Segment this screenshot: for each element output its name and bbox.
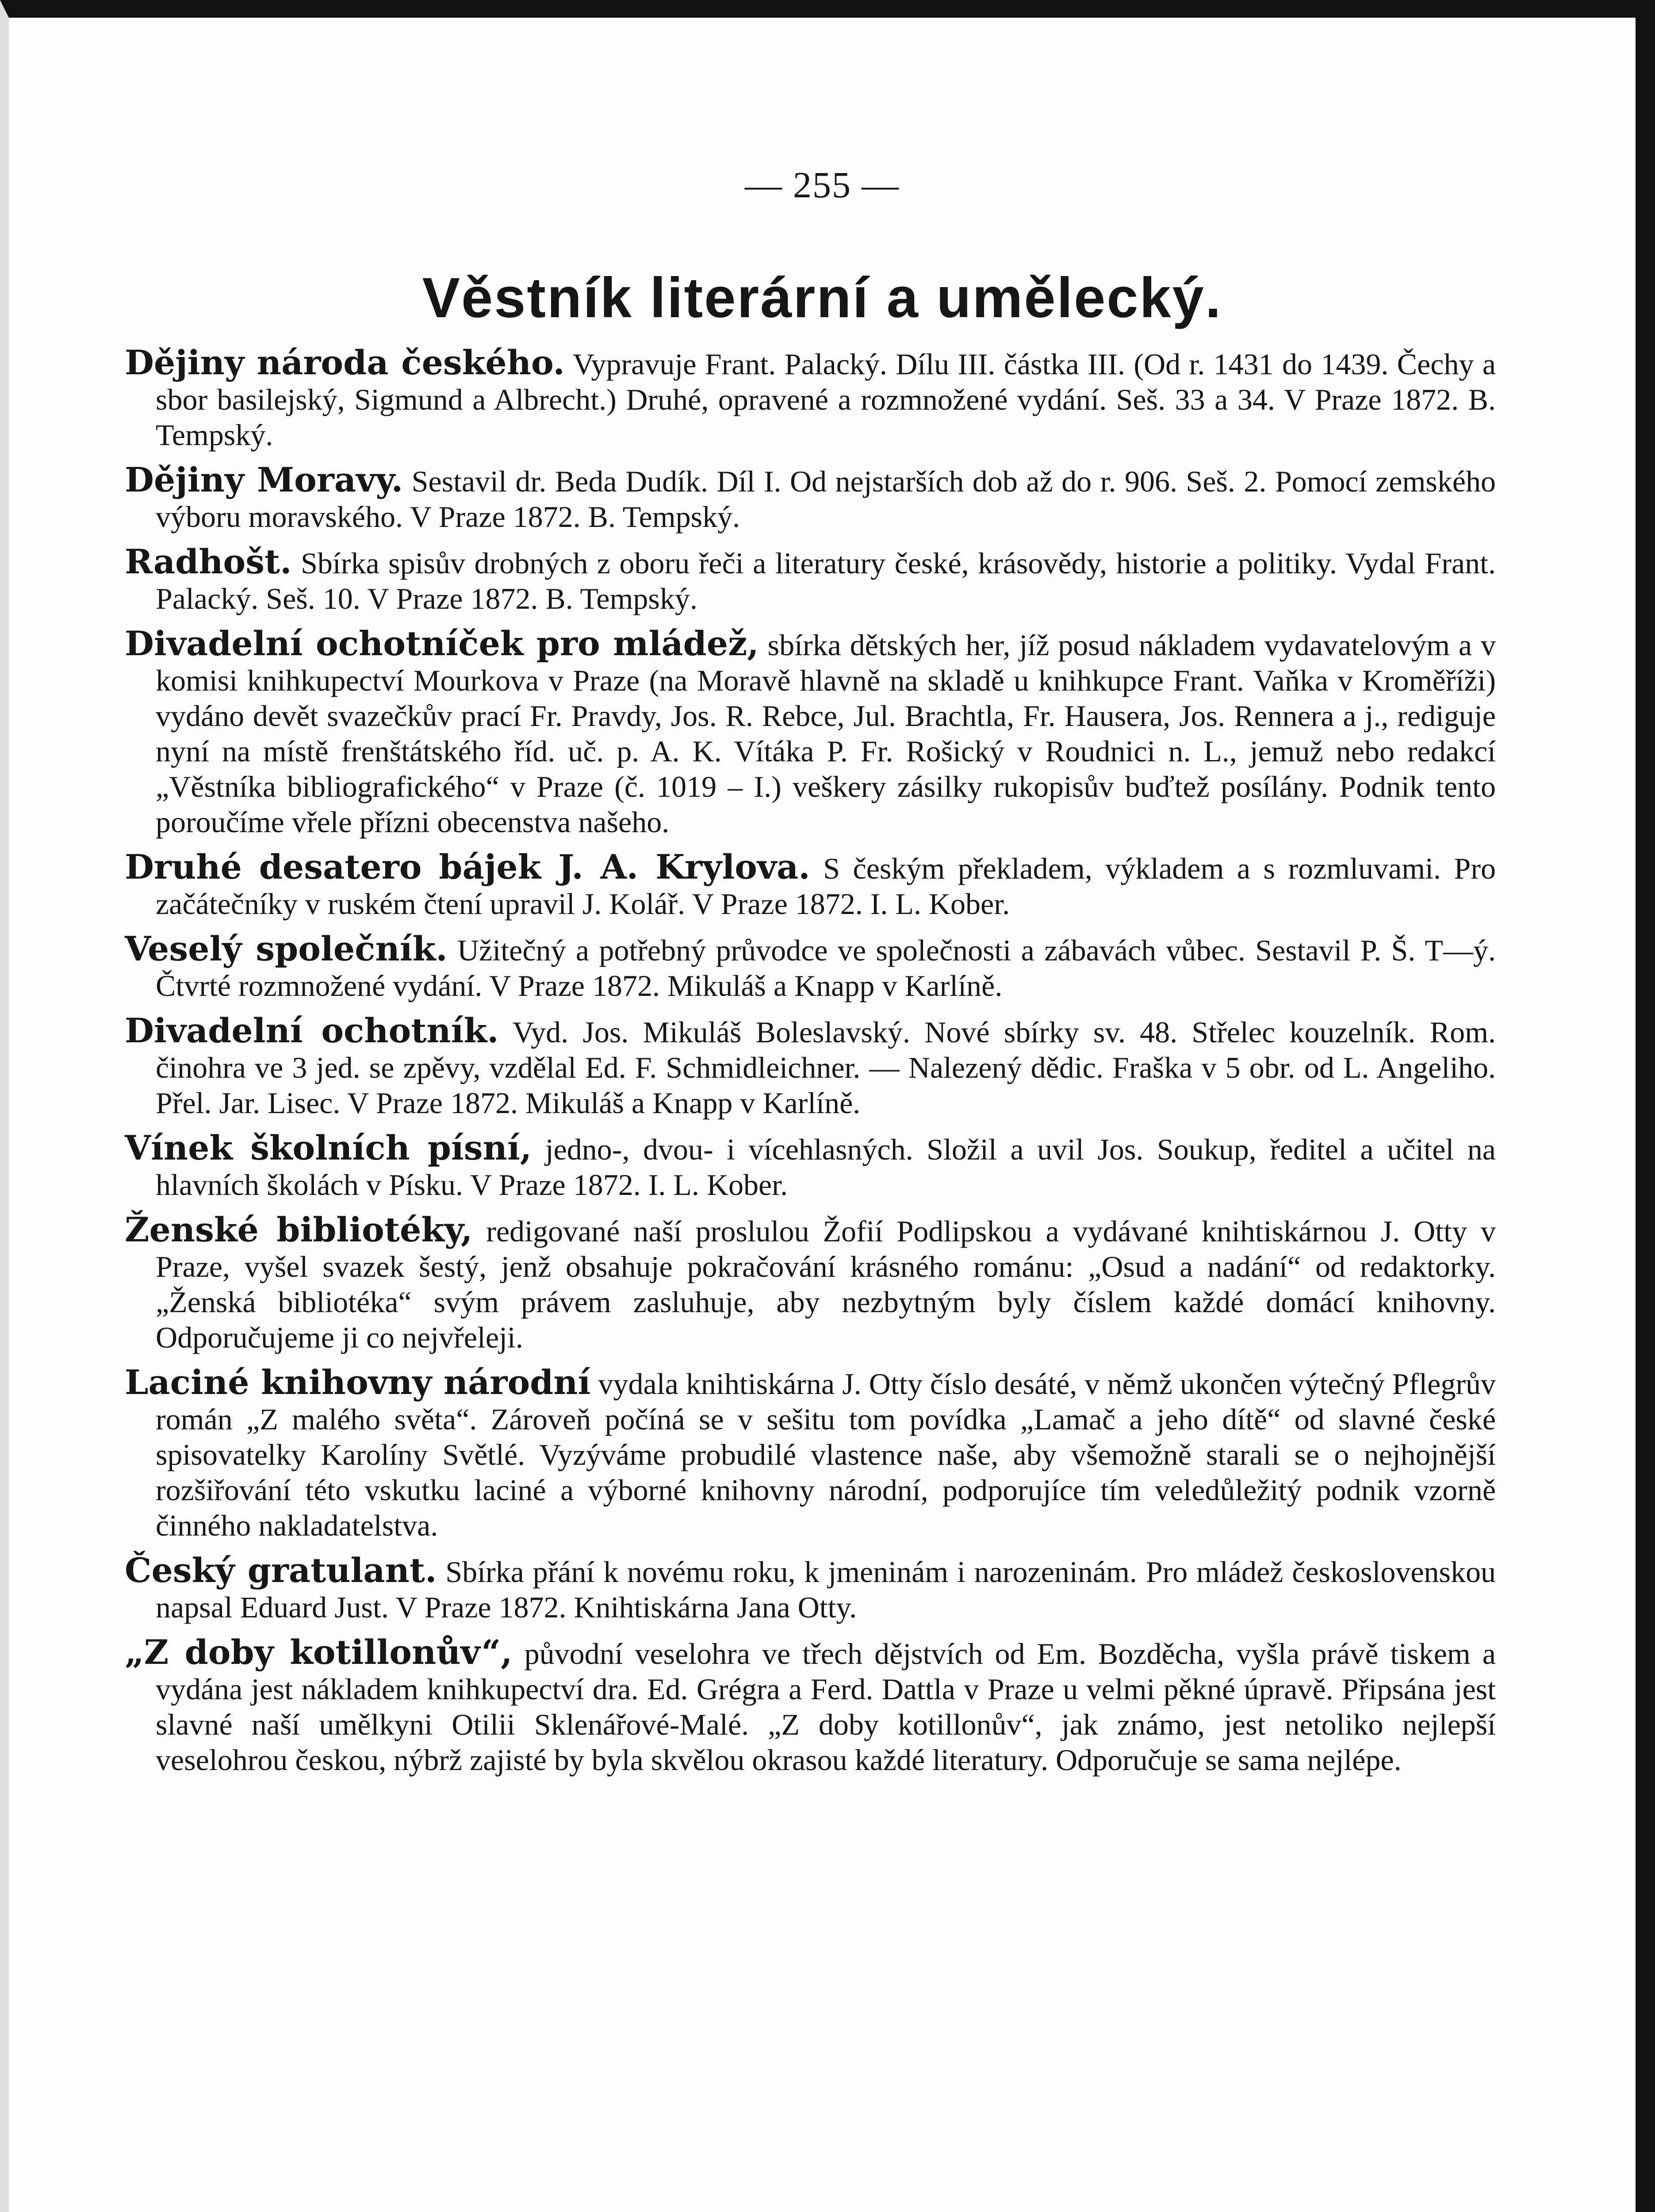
entry-list xyxy=(125,345,1496,1787)
entry-text: Sestavil dr. Beda Dudík. Díl I. Od nejstarších dob až do r. 906. Seš. 2. Pomocí zemského výboru moravského. V Praze 1872. B. Tempský. xyxy=(156,465,1496,534)
list-item xyxy=(125,849,1496,922)
entry-text: Sbírka spisův drobných z oboru řeči a literatury české, krásovědy, historie a politiky. Vydal Frant. Palacký. Seš. 10. V Praze 1872. B. Tempský. xyxy=(156,546,1496,615)
list-item xyxy=(125,1212,1496,1355)
entry-text: Vypravuje Frant. Palacký. Dílu III. částka III. (Od r. 1431 do 1439. Čechy a sbor basilejský, Sigmund a Albrecht.) Druhé, opravené a rozmnožené vydání. Seš. 33 a 34. V Praze 1872. B. Tempský. xyxy=(156,347,1496,452)
entry-text: Užitečný a potřebný průvodce ve společnosti a zábavách vůbec. Sestavil P. Š. T—ý. Čtvrté rozmnožené vydání. V Praze 1872. Mikuláš a Knapp v Karlíně. xyxy=(156,933,1496,1002)
entry-heading: Laciné knihovny národní xyxy=(125,1363,591,1402)
entry-text: Sbírka přání k novému roku, k jmeninám i narozeninám. Pro mládež československou napsal Eduard Just. V Praze 1872. Knihtiskárna Jana Otty. xyxy=(156,1555,1496,1624)
entry-heading: Český gratulant. xyxy=(125,1551,437,1590)
list-item xyxy=(125,626,1496,840)
entry-heading: Divadelní ochotníček pro mládež, xyxy=(125,624,759,663)
entry-heading: Druhé desatero bájek J. A. Krylova. xyxy=(125,847,810,887)
entry-text: redigované naší proslulou Žofií Podlipskou a vydávané knihtiskárnou J. Otty v Praze, vyšel svazek šestý, jenž obsahuje pokračování krásného románu: „Osud a nadání“ od redaktorky. „Ženská bibliotéka“ svým právem zasluhuje, aby nezbytným byly číslem každé domácí knihovny. Odporučujeme ji co nejvřeleji. xyxy=(156,1214,1496,1354)
entry-heading: Veselý společník. xyxy=(125,929,448,968)
list-item xyxy=(125,1365,1496,1543)
list-item xyxy=(125,462,1496,534)
entry-text: původní veselohra ve třech dějstvích od Em. Bozděcha, vyšla právě tiskem a vydána jest nákladem knihkupectví dra. Ed. Grégra a Ferd. Dattla v Praze u velmi pěkné úpravě. Připsána jest slavné naší umělkyni Otilii Sklenářové-Malé. „Z doby kotillonův“, jak známo, jest netoliko nejlepší veselohrou českou, nýbrž zajisté by byla skvělou okrasou každé literatury. Odporučuje se sama nejlépe. xyxy=(156,1637,1496,1777)
list-item xyxy=(125,345,1496,453)
list-item xyxy=(125,544,1496,616)
list-item xyxy=(125,931,1496,1003)
entry-heading: Vínek školních písní, xyxy=(125,1128,532,1167)
list-item xyxy=(125,1013,1496,1121)
entry-text: sbírka dětských her, jíž posud nákladem vydavatelovým a v komisi knihkupectví Mourkova v Praze (na Moravě hlavně na skladě u knihkupce Frant. Vaňka v Kroměříži) vydáno devět svazečkův prací Fr. Pravdy, Jos. R. Rebce, Jul. Brachtla, Fr. Hausera, Jos. Rennera a j., rediguje nyní na místě frenštátského říd. uč. p. A. K. Vítáka P. Fr. Rošický v Roudnici n. L., jemuž nebo redakcí „Věstníka bibliografického“ v Praze (č. 1019 – I.) veškery zásilky rukopisův buďtež posílány. Podnik tento poroučíme vřele přízni obecenstva našeho. xyxy=(156,628,1496,839)
list-item xyxy=(125,1632,1496,1778)
entry-heading: Ženské bibliotéky, xyxy=(125,1210,473,1249)
entry-text: jedno-, dvou- i vícehlasných. Složil a uvil Jos. Soukup, ředitel a učitel na hlavních školách v Písku. V Praze 1872. I. L. Kober. xyxy=(156,1133,1496,1202)
entry-text: S českým překladem, výkladem a s rozmluvami. Pro začátečníky v ruském čtení upravil J. Kolář. V Praze 1872. I. L. Kober. xyxy=(156,852,1496,921)
page-number: — 255 — xyxy=(745,165,900,206)
section-title: Věstník literární a umělecký. xyxy=(422,266,1222,330)
list-item xyxy=(125,1553,1496,1625)
entry-heading: Radhošt. xyxy=(125,542,292,581)
entry-heading: Divadelní ochotník. xyxy=(125,1011,499,1050)
entry-text: Vyd. Jos. Mikuláš Boleslavský. Nové sbírky sv. 48. Střelec kouzelník. Rom. činohra ve 3 jed. se zpěvy, vzdělal Ed. F. Schmidleichner. — Nalezený dědic. Fraška v 5 obr. od L. Angeliho. Přel. Jar. Lisec. V Praze 1872. Mikuláš a Knapp v Karlíně. xyxy=(156,1015,1496,1120)
entry-heading: Dějiny národa českého. xyxy=(125,343,565,382)
entry-heading: Dějiny Moravy. xyxy=(125,460,403,499)
entry-heading: „Z doby kotillonův“, xyxy=(125,1632,513,1672)
list-item xyxy=(125,1130,1496,1202)
entry-text: vydala knihtiskárna J. Otty číslo desáté, v němž ukončen výtečný Pflegrův román „Z malého světa“. Zároveň počíná se v sešitu tom povídka „Lamač a jeho dítě“ od slavné české spisovatelky Karolíny Světlé. Vyzýváme probudilé vlastence naše, aby všemožně starali se o nejhojnější rozšiřování této vskutku laciné a výborné knihovny národní, podporujíce tím veledůležitý podnik vzorně činného nakladatelstva. xyxy=(156,1367,1496,1542)
